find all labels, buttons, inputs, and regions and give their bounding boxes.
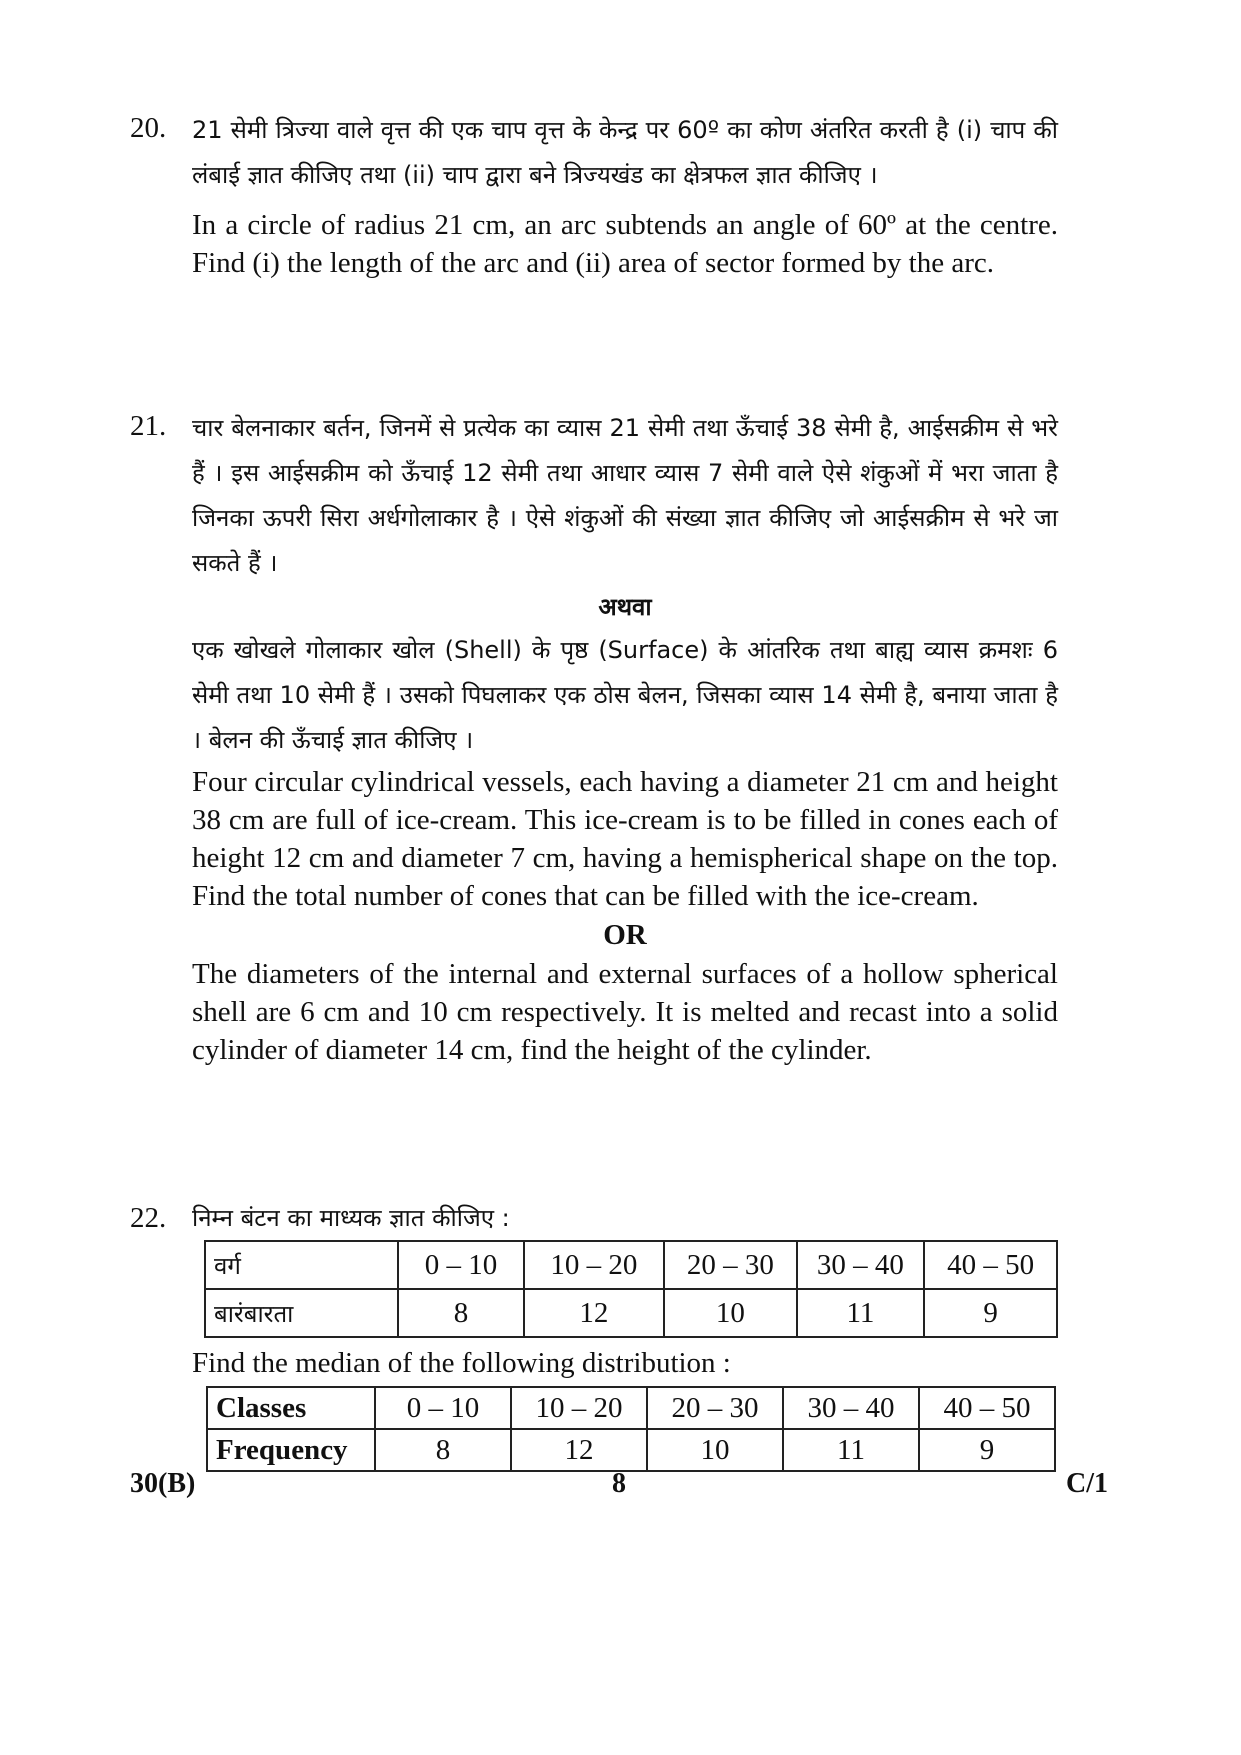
- class-cell: 30 – 40: [783, 1387, 919, 1429]
- class-cell: 0 – 10: [375, 1387, 511, 1429]
- page-number: 8: [612, 1468, 626, 1499]
- frequency-cell: 11: [783, 1429, 919, 1471]
- class-cell: 40 – 50: [924, 1241, 1057, 1289]
- question-number: 21.: [130, 410, 167, 442]
- question-text-english: Four circular cylindrical vessels, each having a diameter 21 cm and height 38 cm are full of ice-cream. This ice-cream is to be filled in cones each of height 12 cm and diameter 7 cm, having a hemispherical shape on the top. Find the total number of cones that can be filled with the ice-cream.: [192, 766, 1058, 912]
- question-text-english: In a circle of radius 21 cm, an arc subtends an angle of 60º at the centre. Find (i) the length of the arc and (ii) area of sector formed by the arc.: [192, 209, 1058, 279]
- question-22: [130, 1198, 1058, 1472]
- question-body: [192, 108, 1058, 282]
- frequency-cell: 11: [797, 1289, 924, 1337]
- distribution-table-english: [206, 1386, 1056, 1472]
- class-cell: 20 – 30: [664, 1241, 797, 1289]
- question-number: 20.: [130, 112, 167, 144]
- frequency-cell: 12: [524, 1289, 664, 1337]
- question-body: [192, 406, 1058, 1069]
- frequency-cell: 10: [664, 1289, 797, 1337]
- class-cell: 10 – 20: [511, 1387, 647, 1429]
- paper-code: 30(B): [130, 1468, 196, 1499]
- row-header-frequency: बारंबारता: [205, 1289, 398, 1337]
- class-cell: 10 – 20: [524, 1241, 664, 1289]
- table-row: [207, 1387, 1055, 1429]
- question-21: [130, 406, 1058, 1069]
- question-text-hindi: निम्न बंटन का माध्यक ज्ञात कीजिए :: [192, 1204, 510, 1232]
- frequency-cell: 12: [511, 1429, 647, 1471]
- question-text-hindi: चार बेलनाकार बर्तन, जिनमें से प्रत्येक का व्यास 21 सेमी तथा ऊँचाई 38 सेमी है, आईसक्रीम से भरे हैं । इस आईसक्रीम को ऊँचाई 12 सेमी तथा आधार व्यास 7 सेमी वाले ऐसे शंकुओं में भरा जाता है जिनका ऊपरी सिरा अर्धगोलाकार है । ऐसे शंकुओं की संख्या ज्ञात कीजिए जो आईसक्रीम से भरे जा सकते हैं ।: [192, 414, 1058, 577]
- question-number: 22.: [130, 1202, 167, 1234]
- question-text-hindi: 21 सेमी त्रिज्या वाले वृत्त की एक चाप वृत्त के केन्द्र पर 60º का कोण अंतरित करती है (i) चाप की लंबाई ज्ञात कीजिए तथा (ii) चाप द्वारा बने त्रिज्यखंड का क्षेत्रफल ज्ञात कीजिए ।: [192, 116, 1058, 189]
- question-20: [130, 108, 1058, 282]
- row-header-classes: Classes: [207, 1387, 375, 1429]
- table-row: [205, 1241, 1057, 1289]
- question-text-english: Find the median of the following distribution :: [192, 1347, 731, 1379]
- or-separator-english: OR: [603, 919, 647, 951]
- page-footer: [130, 1468, 1108, 1508]
- row-header-classes: वर्ग: [205, 1241, 398, 1289]
- or-separator-hindi: अथवा: [598, 593, 652, 621]
- frequency-cell: 10: [647, 1429, 783, 1471]
- set-code: C/1: [1066, 1468, 1108, 1499]
- class-cell: 0 – 10: [398, 1241, 524, 1289]
- frequency-cell: 8: [398, 1289, 524, 1337]
- class-cell: 20 – 30: [647, 1387, 783, 1429]
- frequency-cell: 8: [375, 1429, 511, 1471]
- distribution-table-hindi: [204, 1240, 1058, 1338]
- row-header-frequency: Frequency: [207, 1429, 375, 1471]
- alternative-text-hindi: एक खोखले गोलाकार खोल (Shell) के पृष्ठ (Surface) के आंतरिक तथा बाह्य व्यास क्रमशः 6 सेमी तथा 10 सेमी हैं । उसको पिघलाकर एक ठोस बेलन, जिसका व्यास 14 सेमी है, बनाया जाता है । बेलन की ऊँचाई ज्ञात कीजिए ।: [192, 636, 1058, 754]
- alternative-text-english: The diameters of the internal and external surfaces of a hollow spherical shell are 6 cm and 10 cm respectively. It is melted and recast into a solid cylinder of diameter 14 cm, find the height of the cylinder.: [192, 958, 1058, 1066]
- class-cell: 30 – 40: [797, 1241, 924, 1289]
- table-row: [205, 1289, 1057, 1337]
- class-cell: 40 – 50: [919, 1387, 1055, 1429]
- frequency-cell: 9: [924, 1289, 1057, 1337]
- frequency-cell: 9: [919, 1429, 1055, 1471]
- question-body: [192, 1198, 1058, 1472]
- table-row: [207, 1429, 1055, 1471]
